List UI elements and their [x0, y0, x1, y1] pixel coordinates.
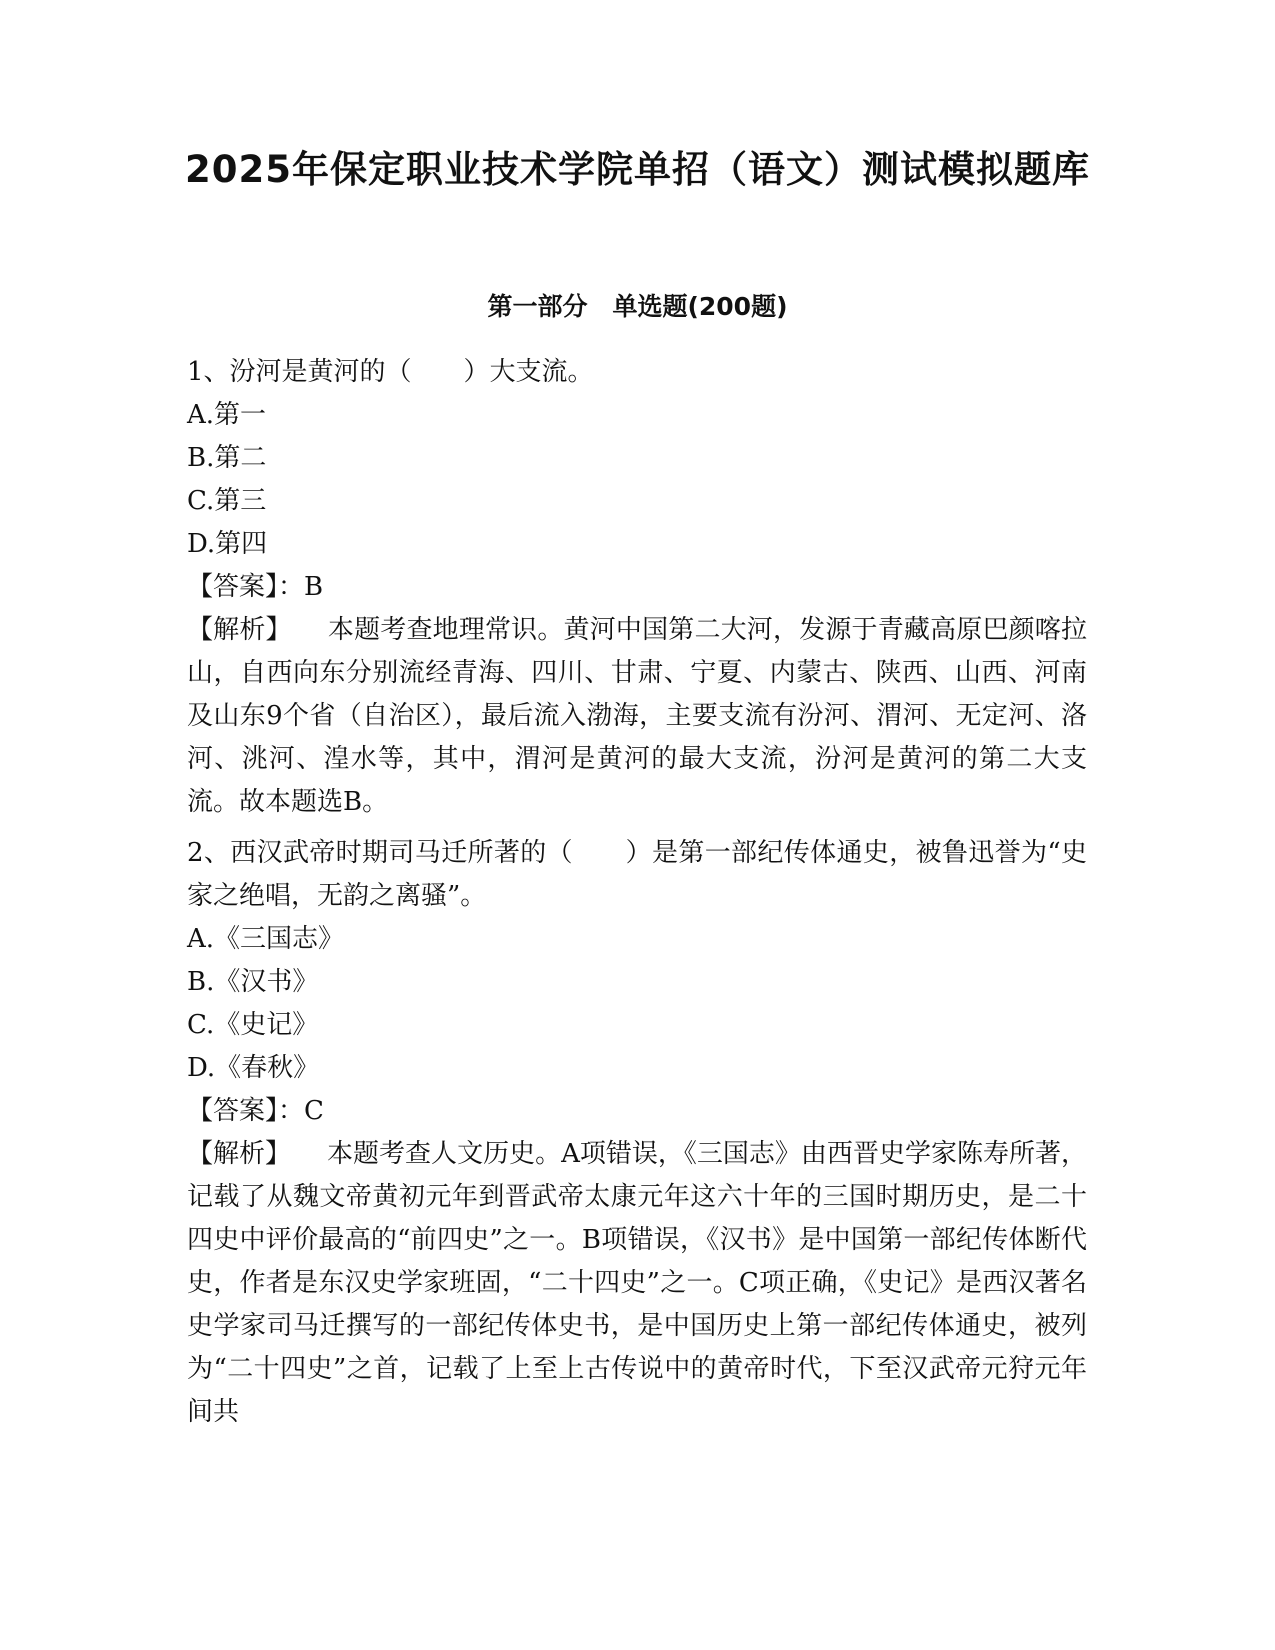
- answer-line: [187, 1090, 1087, 1133]
- explanation: [187, 609, 1087, 824]
- option-a: A.第一: [187, 400, 267, 430]
- option-d: D.《春秋》: [187, 1053, 320, 1083]
- question-stem: 2、西汉武帝时期司马迁所著的（ ）是第一部纪传体通史，被鲁迅誉为“史家之绝唱，无韵之离骚”。: [187, 838, 1087, 911]
- answer-line: [187, 566, 1087, 609]
- explanation-label: 【解析】: [187, 615, 292, 645]
- question-stem: 1、汾河是黄河的（ ）大支流。: [187, 357, 594, 387]
- option-b: B.《汉书》: [187, 967, 319, 997]
- option-a: A.《三国志》: [187, 924, 345, 954]
- explanation: [187, 1133, 1087, 1434]
- answer-label: 【答案】：: [187, 572, 305, 602]
- section-title: 第一部分 单选题(200题): [487, 292, 788, 321]
- option-c: C.第三: [187, 486, 267, 516]
- answer-value: C: [304, 1096, 324, 1126]
- explanation-text: 本题考查地理常识。黄河中国第二大河，发源于青藏高原巴颜喀拉山，自西向东分别流经青海、四川、甘肃、宁夏、内蒙古、陕西、山西、河南及山东9个省（自治区），最后流入渤海，主要支流有汾河、渭河、无定河、洛河、洮河、湟水等，其中，渭河是黄河的最大支流，汾河是黄河的第二大支流。故本题选B。: [187, 615, 1087, 817]
- option-b: B.第二: [187, 443, 267, 473]
- question-2: [187, 832, 1087, 1434]
- option-d: D.第四: [187, 529, 268, 559]
- question-list: [187, 351, 1087, 1434]
- document-title: 2025年保定职业技术学院单招（语文）测试模拟题库: [185, 148, 1090, 191]
- answer-label: 【答案】：: [187, 1096, 305, 1126]
- answer-value: B: [304, 572, 324, 602]
- question-1: [187, 351, 1087, 824]
- explanation-label: 【解析】: [187, 1139, 292, 1169]
- explanation-text: 本题考查人文历史。A项错误，《三国志》由西晋史学家陈寿所著，记载了从魏文帝黄初元年到晋武帝太康元年这六十年的三国时期历史，是二十四史中评价最高的“前四史”之一。B项错误，《汉书》是中国第一部纪传体断代史，作者是东汉史学家班固，“二十四史”之一。C项正确，《史记》是西汉著名史学家司马迁撰写的一部纪传体史书，是中国历史上第一部纪传体通史，被列为“二十四史”之首，记载了上至上古传说中的黄帝时代，下至汉武帝元狩元年间共: [187, 1139, 1087, 1427]
- option-c: C.《史记》: [187, 1010, 319, 1040]
